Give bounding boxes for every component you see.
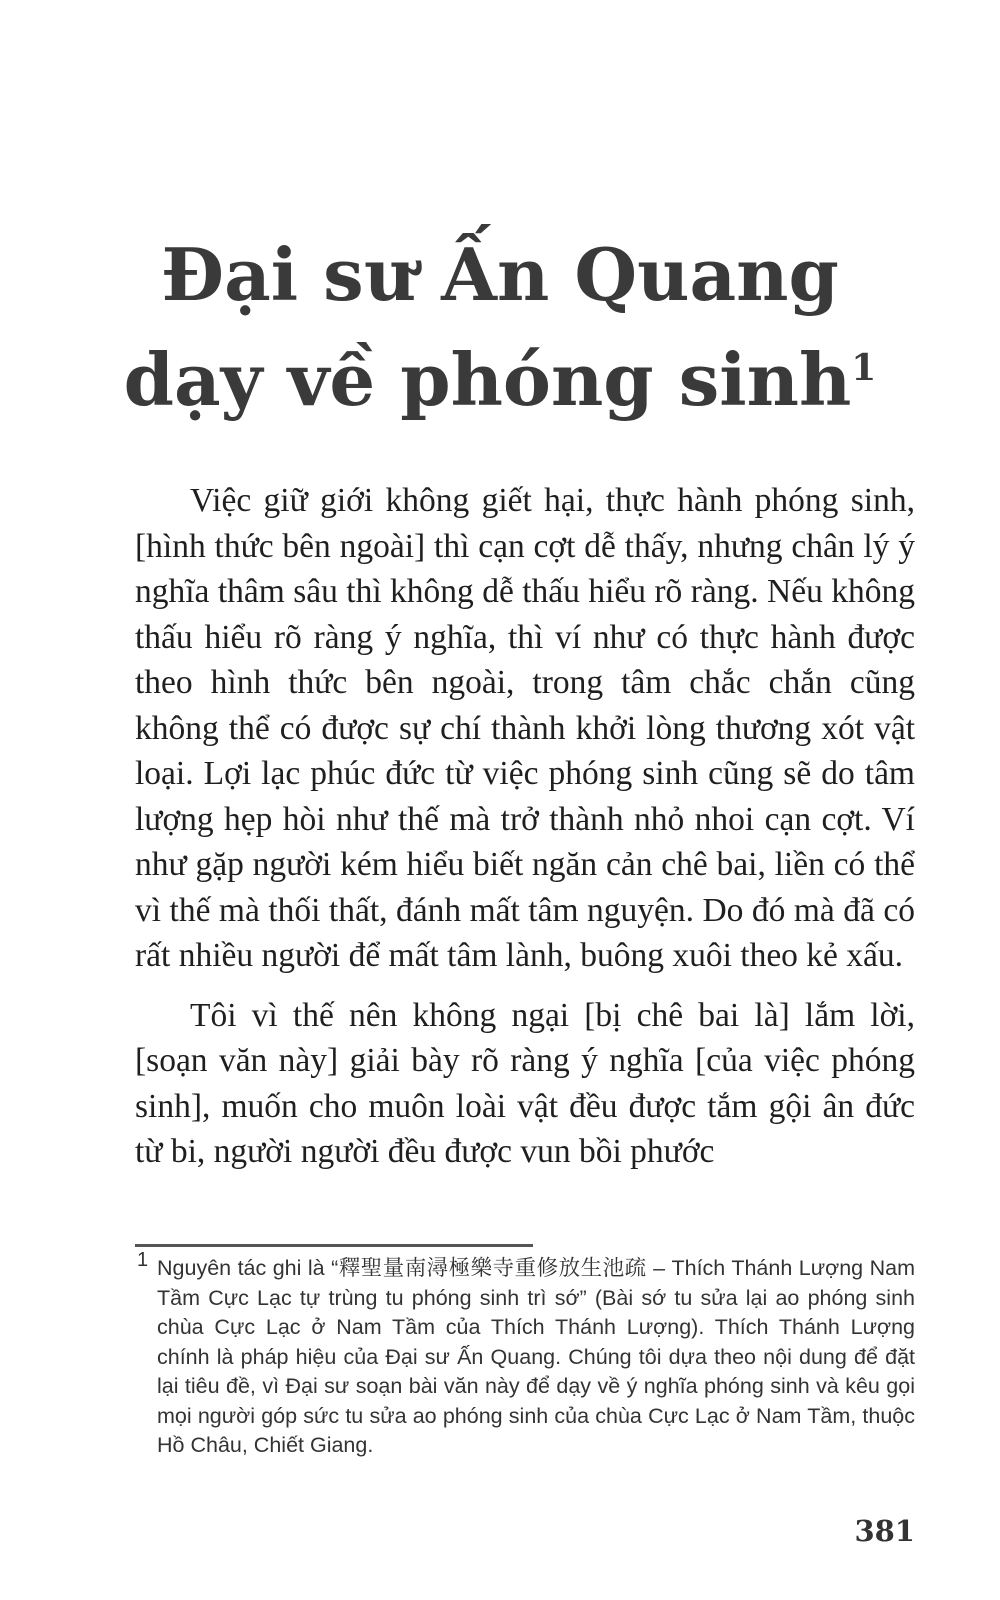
- footnote-divider: [135, 1244, 533, 1247]
- page-number: 381: [854, 1514, 915, 1548]
- chapter-title-line-1: Đại sư Ấn Quang: [161, 232, 839, 317]
- footnote-text: Nguyên tác ghi là “釋聖量南潯極樂寺重修放生池疏 – Thích Thánh Lượng Nam Tầm Cực Lạc tự trùng tu phóng sinh trì sớ” (Bài sớ tu sửa lại ao phóng sinh chùa Cực Lạc ở Nam Tầm của Thích Thánh Lượng). Thích Thánh Lượng chính là pháp hiệu của Đại sư Ấn Quang. Chúng tôi dựa theo nội dung để đặt lại tiêu đề, vì Đại sư soạn bài văn này để dạy về ý nghĩa phóng sinh và kêu gọi mọi người góp sức tu sửa ao phóng sinh của chùa Cực Lạc ở Nam Tầm, thuộc Hồ Châu, Chiết Giang.: [157, 1256, 915, 1457]
- paragraph-2: Tôi vì thế nên không ngại [bị chê bai là] lắm lời, [soạn văn này] giải bày rõ ràng ý nghĩa [của việc phóng sinh], muốn cho muôn loài vật đều được tắm gội ân đức từ bi, người người đều được vun bồi phước: [135, 996, 915, 1170]
- chapter-title-line-2: dạy về phóng sinh: [123, 337, 852, 422]
- footnote-number: 1: [137, 1249, 149, 1271]
- paragraph-1: Việc giữ giới không giết hại, thực hành phóng sinh, [hình thức bên ngoài] thì cạn cợt dễ thấy, nhưng chân lý ý nghĩa thâm sâu thì không dễ thấu hiểu rõ ràng. Nếu không thấu hiểu rõ ràng ý nghĩa, thì ví như có thực hành được theo hình thức bên ngoài, trong tâm chắc chắn cũng không thể có được sự chí thành khởi lòng thương xót vật loại. Lợi lạc phúc đức từ việc phóng sinh cũng sẽ do tâm lượng hẹp hòi như thế mà trở thành nhỏ nhoi cạn cợt. Ví như gặp người kém hiểu biết ngăn cản chê bai, liền có thể vì thế mà thối thất, đánh mất tâm nguyện. Do đó mà đã có rất nhiều người để mất tâm lành, buông xuôi theo kẻ xấu.: [135, 482, 915, 974]
- footnote-reference: 1: [851, 347, 877, 389]
- footnote: [135, 1249, 915, 1461]
- body-text: [135, 478, 915, 1189]
- chapter-title: [120, 222, 880, 432]
